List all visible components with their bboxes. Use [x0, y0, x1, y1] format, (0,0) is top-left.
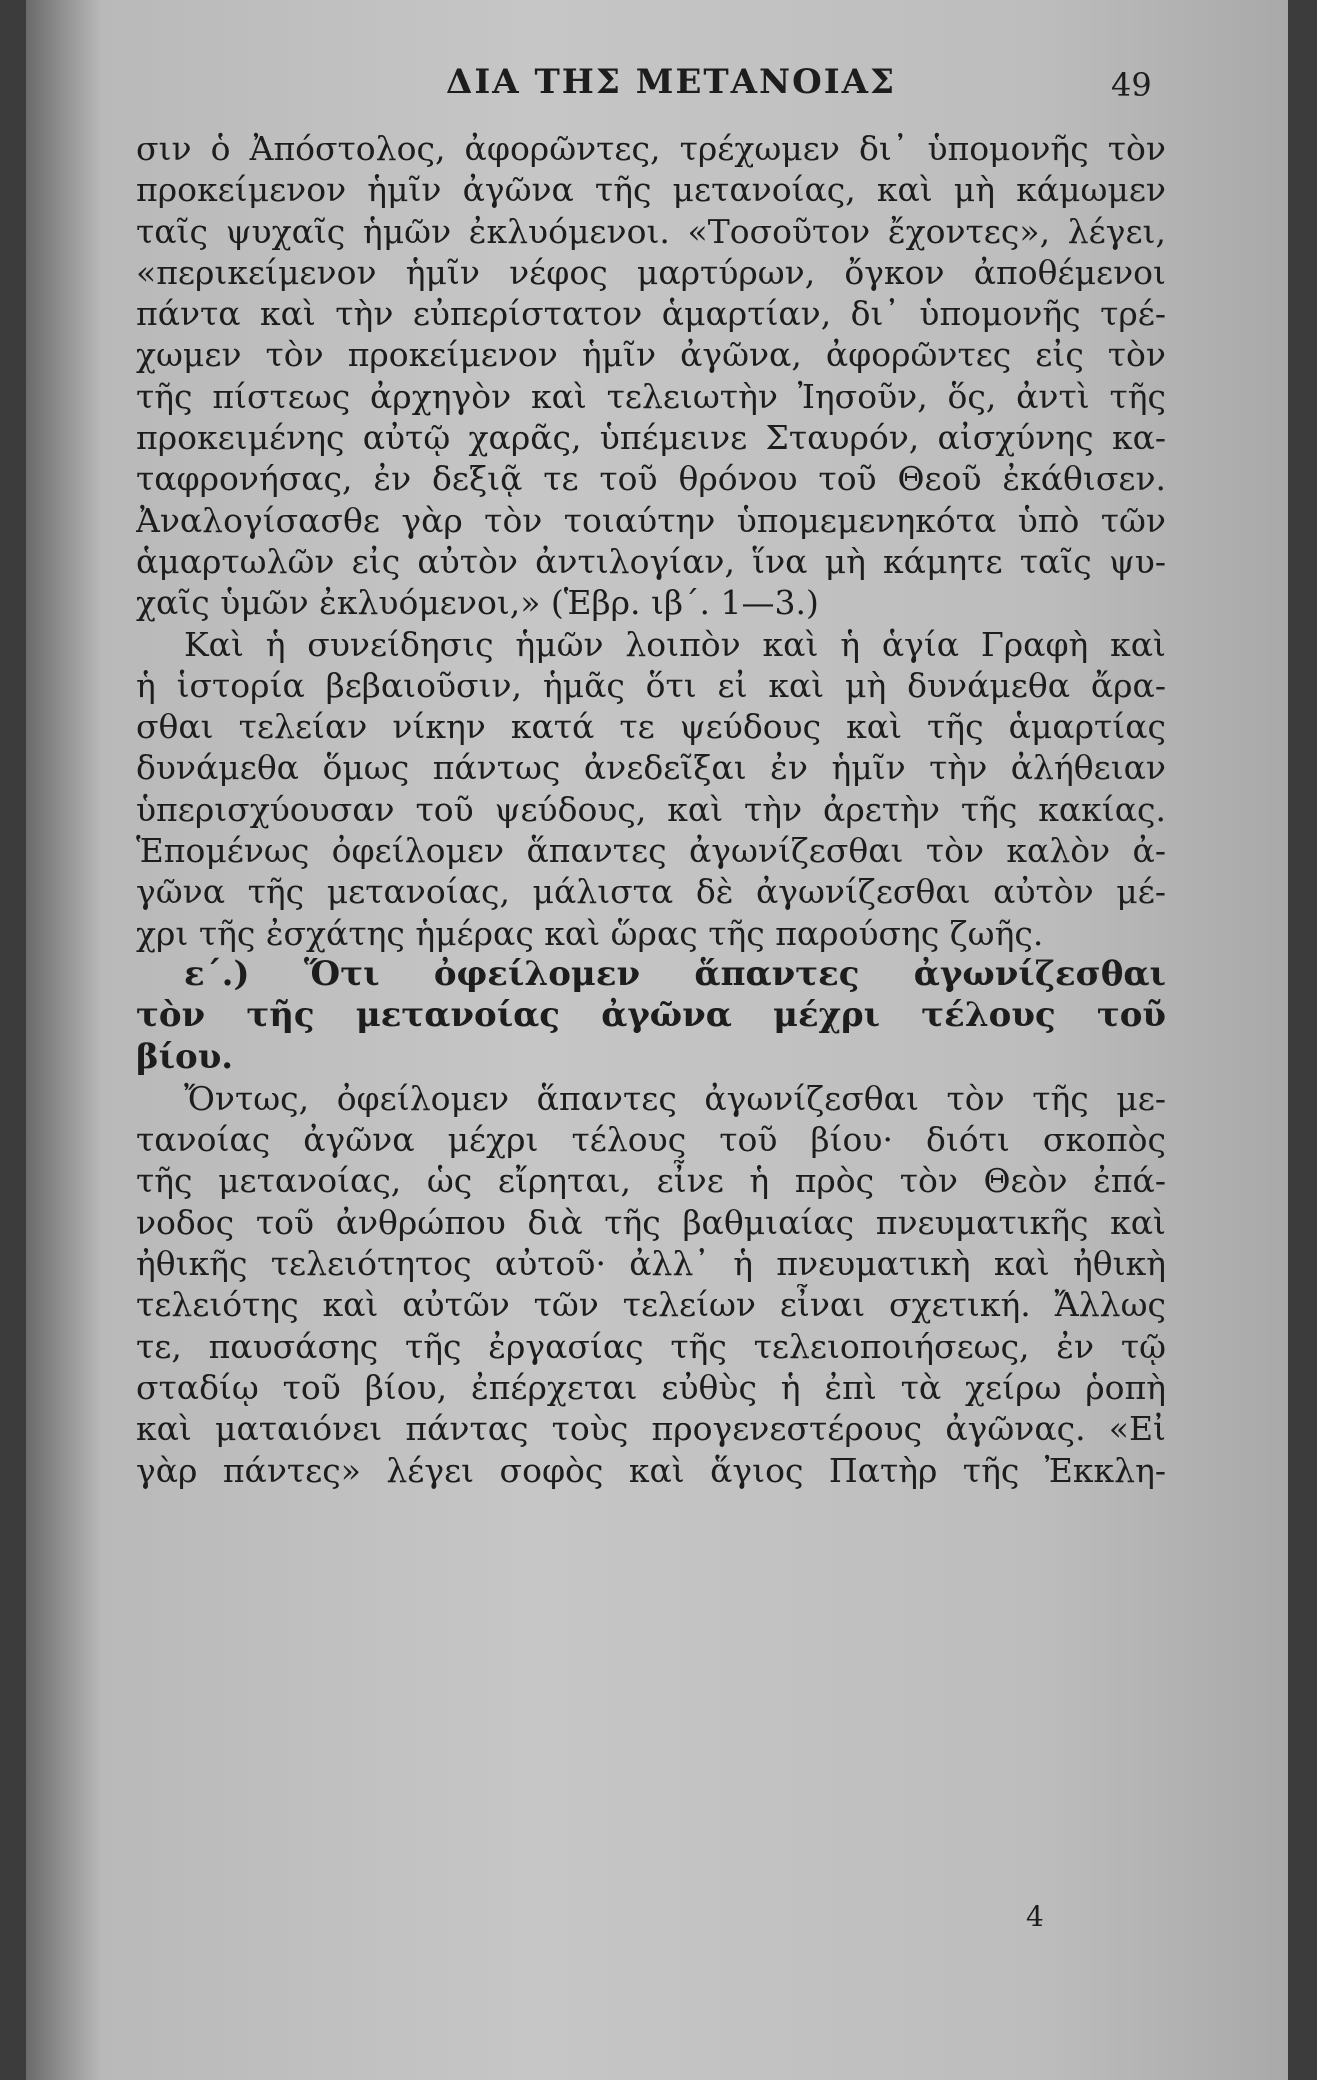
text-line: Ὄντως, ὀφείλομεν ἅπαντες ἀγωνίζεσθαι τὸν τῆς με- [184, 1078, 1166, 1118]
text-line: σθαι τελείαν νίκην κατά τε ψεύδους καὶ τῆς ἁμαρτίας [136, 707, 1166, 747]
book-page [26, 0, 1288, 2080]
text-line: χωμεν τὸν προκείμενον ἡμῖν ἀγῶνα, ἀφορῶντες εἰς τὸν [136, 335, 1166, 375]
text-line: τελειότης καὶ αὐτῶν τῶν τελείων εἶναι σχετική. Ἄλλως [136, 1285, 1166, 1325]
text-line: σταδίῳ τοῦ βίου, ἐπέρχεται εὐθὺς ἡ ἐπὶ τὰ χείρω ῥοπὴ [136, 1367, 1166, 1407]
text-line: «περικείμενον ἡμῖν νέφος μαρτύρων, ὄγκον ἀποθέμενοι [136, 252, 1166, 292]
text-line: ἡ ἱστορία βεβαιοῦσιν, ἡμᾶς ὅτι εἰ καὶ μὴ δυνάμεθα ἄρα- [136, 665, 1166, 705]
text-line: προκειμένης αὐτῷ χαρᾶς, ὑπέμεινε Σταυρόν, αἰσχύνης κα- [136, 418, 1166, 458]
text-line: χρι τῆς ἐσχάτης ἡμέρας καὶ ὥρας τῆς παρούσης ζωῆς. [136, 913, 1044, 953]
text-line: Ἑπομένως ὀφείλομεν ἅπαντες ἀγωνίζεσθαι τὸν καλὸν ἀ- [136, 831, 1166, 871]
text-line: γῶνα τῆς μετανοίας, μάλιστα δὲ ἀγωνίζεσθαι αὐτὸν μέ- [136, 872, 1166, 912]
page-header [26, 62, 1288, 122]
running-title: ΔΙΑ ΤΗΣ ΜΕΤΑΝΟΙΑΣ [446, 62, 897, 102]
text-line: καὶ ματαιόνει πάντας τοὺς προγενεστέρους ἀγῶνας. «Εἰ [136, 1409, 1166, 1449]
section-heading-line: βίου. [136, 1036, 234, 1077]
text-line: ταφρονήσας, ἐν δεξιᾷ τε τοῦ θρόνου τοῦ Θεοῦ ἐκάθισεν. [136, 459, 1166, 499]
text-line: Ἀναλογίσασθε γὰρ τὸν τοιαύτην ὑπομεμενηκότα ὑπὸ τῶν [136, 500, 1166, 540]
body-text [136, 128, 1166, 1491]
text-line: τανοίας ἀγῶνα μέχρι τέλους τοῦ βίου· διότι σκοπὸς [136, 1120, 1166, 1160]
text-line: ἠθικῆς τελειότητος αὐτοῦ· ἀλλ᾽ ἡ πνευματικὴ καὶ ἠθικὴ [136, 1244, 1166, 1284]
text-line: τε, παυσάσης τῆς ἐργασίας τῆς τελειοποιήσεως, ἐν τῷ [136, 1326, 1166, 1366]
text-line: δυνάμεθα ὅμως πάντως ἀνεδεῖξαι ἐν ἡμῖν τὴν ἀλήθειαν [136, 748, 1166, 788]
text-line: τῆς μετανοίας, ὡς εἴρηται, εἶνε ἡ πρὸς τὸν Θεὸν ἐπά- [136, 1161, 1166, 1201]
signature-mark: 4 [1026, 1900, 1044, 1933]
text-line: νοδος τοῦ ἀνθρώπου διὰ τῆς βαθμιαίας πνευματικῆς καὶ [136, 1202, 1166, 1242]
text-line: ἁμαρτωλῶν εἰς αὐτὸν ἀντιλογίαν, ἵνα μὴ κάμητε ταῖς ψυ- [136, 541, 1166, 581]
text-line: ταῖς ψυχαῖς ἡμῶν ἐκλυόμενοι. «Τοσοῦτον ἔχοντες», λέγει, [136, 211, 1166, 251]
text-line: σιν ὁ Ἀπόστολος, ἀφορῶντες, τρέχωμεν δι᾽ ὑπομονῆς τὸν [136, 129, 1166, 168]
section-heading-line: ε΄.) Ὅτι ὀφείλομεν ἅπαντες ἀγωνίζεσθαι [184, 953, 1166, 994]
text-line: πάντα καὶ τὴν εὐπερίστατον ἁμαρτίαν, δι᾽ ὑπομονῆς τρέ- [136, 294, 1166, 334]
text-line: τῆς πίστεως ἀρχηγὸν καὶ τελειωτὴν Ἰησοῦν, ὅς, ἀντὶ τῆς [136, 376, 1166, 416]
section-heading-line: τὸν τῆς μετανοίας ἀγῶνα μέχρι τέλους τοῦ [136, 995, 1166, 1036]
text-line: Καὶ ἡ συνείδησις ἡμῶν λοιπὸν καὶ ἡ ἁγία Γραφὴ καὶ [184, 624, 1166, 664]
page-number: 49 [1111, 66, 1152, 104]
text-line: ὑπερισχύουσαν τοῦ ψεύδους, καὶ τὴν ἀρετὴν τῆς κακίας. [136, 789, 1166, 829]
text-line: χαῖς ὑμῶν ἐκλυόμενοι,» (Ἑβρ. ιβ΄. 1—3.) [136, 583, 819, 623]
text-line: γὰρ πάντες» λέγει σοφὸς καὶ ἅγιος Πατὴρ τῆς Ἐκκλη- [136, 1450, 1166, 1490]
text-line: προκείμενον ἡμῖν ἀγῶνα τῆς μετανοίας, καὶ μὴ κάμωμεν [136, 170, 1166, 210]
